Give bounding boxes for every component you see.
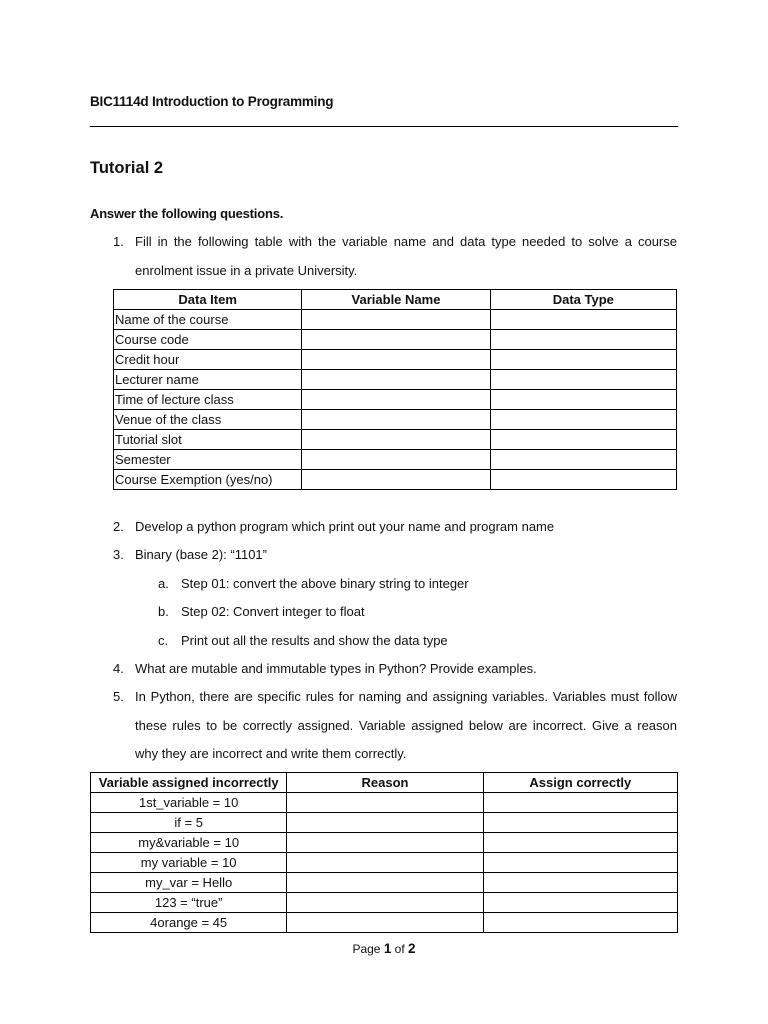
empty-answer-cell	[287, 853, 483, 873]
question-1	[113, 228, 677, 286]
empty-answer-cell	[287, 813, 483, 833]
table-row	[114, 430, 677, 450]
row-label: my&variable = 10	[91, 833, 287, 853]
table-row	[114, 350, 677, 370]
instructions: Answer the following questions.	[90, 206, 284, 221]
question-text: Fill in the following table with the variable name and data type needed to solve a course enrolment issue in a private University.	[135, 234, 677, 278]
table-row	[114, 470, 677, 490]
question-4	[113, 655, 677, 683]
table-row	[91, 793, 678, 813]
of-word: of	[394, 942, 405, 956]
empty-answer-cell	[287, 893, 483, 913]
empty-answer-cell	[490, 370, 676, 390]
empty-answer-cell	[302, 330, 490, 350]
row-label: 123 = “true”	[91, 893, 287, 913]
header-data-type: Data Type	[490, 290, 676, 310]
empty-answer-cell	[483, 793, 677, 813]
empty-answer-cell	[483, 873, 677, 893]
question-number: 1.	[113, 234, 124, 249]
header-assign-correctly: Assign correctly	[483, 773, 677, 793]
empty-answer-cell	[287, 793, 483, 813]
empty-answer-cell	[302, 430, 490, 450]
row-label: if = 5	[91, 813, 287, 833]
row-label: 4orange = 45	[91, 913, 287, 933]
empty-answer-cell	[302, 390, 490, 410]
table-row	[91, 813, 678, 833]
row-label: Time of lecture class	[114, 390, 302, 410]
row-label: Lecturer name	[114, 370, 302, 390]
row-label: Course code	[114, 330, 302, 350]
question-text: In Python, there are specific rules for naming and assigning variables. Variables must follow these rules to be correctly assigned. Variable assigned below are incorrect. Give a reason why they are incorrect and write them correctly.	[135, 689, 677, 761]
table-row	[114, 370, 677, 390]
sub-number: b.	[158, 604, 169, 619]
header-reason: Reason	[287, 773, 483, 793]
variable-assignment-table	[90, 772, 678, 933]
question-text: Binary (base 2): “1101”	[135, 547, 267, 562]
table-row	[91, 853, 678, 873]
question-3c	[158, 627, 658, 655]
empty-answer-cell	[490, 430, 676, 450]
question-number: 3.	[113, 547, 124, 562]
sub-text: Step 01: convert the above binary string to integer	[181, 576, 469, 591]
empty-answer-cell	[483, 833, 677, 853]
table-header-row	[91, 773, 678, 793]
question-3b	[158, 598, 658, 626]
page-title: Tutorial 2	[90, 159, 164, 177]
question-text: What are mutable and immutable types in Python? Provide examples.	[135, 661, 537, 676]
page-word: Page	[352, 942, 381, 956]
table-row	[91, 913, 678, 933]
question-2	[113, 513, 677, 541]
table-header-row	[114, 290, 677, 310]
question-text: Develop a python program which print out your name and program name	[135, 519, 555, 534]
empty-answer-cell	[490, 350, 676, 370]
empty-answer-cell	[302, 370, 490, 390]
course-header: BIC1114d Introduction to Programming	[90, 94, 334, 109]
empty-answer-cell	[302, 410, 490, 430]
table-row	[91, 833, 678, 853]
row-label: Name of the course	[114, 310, 302, 330]
question-5	[113, 683, 677, 769]
row-label: Course Exemption (yes/no)	[114, 470, 302, 490]
empty-answer-cell	[483, 813, 677, 833]
empty-answer-cell	[490, 470, 676, 490]
table-row	[91, 873, 678, 893]
table-row	[114, 310, 677, 330]
empty-answer-cell	[490, 450, 676, 470]
header-variable-name: Variable Name	[302, 290, 490, 310]
question-number: 4.	[113, 661, 124, 676]
table-row	[114, 450, 677, 470]
page-number: 1	[383, 941, 392, 956]
page-total: 2	[408, 941, 416, 956]
row-label: 1st_variable = 10	[91, 793, 287, 813]
empty-answer-cell	[490, 310, 676, 330]
empty-answer-cell	[483, 893, 677, 913]
header-variable-assigned-incorrectly: Variable assigned incorrectly	[91, 773, 287, 793]
row-label: Credit hour	[114, 350, 302, 370]
empty-answer-cell	[287, 873, 483, 893]
table-row	[114, 330, 677, 350]
empty-answer-cell	[490, 410, 676, 430]
row-label: Semester	[114, 450, 302, 470]
row-label: Tutorial slot	[114, 430, 302, 450]
question-number: 5.	[113, 689, 124, 704]
sub-text: Step 02: Convert integer to float	[181, 604, 365, 619]
empty-answer-cell	[287, 833, 483, 853]
empty-answer-cell	[302, 450, 490, 470]
empty-answer-cell	[302, 350, 490, 370]
empty-answer-cell	[490, 390, 676, 410]
sub-number: a.	[158, 576, 169, 591]
table-row	[91, 893, 678, 913]
empty-answer-cell	[483, 853, 677, 873]
row-label: my variable = 10	[91, 853, 287, 873]
table-row	[114, 410, 677, 430]
empty-answer-cell	[490, 330, 676, 350]
table-row	[114, 390, 677, 410]
page-footer	[0, 941, 768, 956]
empty-answer-cell	[302, 470, 490, 490]
row-label: Venue of the class	[114, 410, 302, 430]
header-rule	[90, 126, 678, 127]
row-label: my_var = Hello	[91, 873, 287, 893]
empty-answer-cell	[302, 310, 490, 330]
header-data-item: Data Item	[114, 290, 302, 310]
data-item-table	[113, 289, 677, 490]
question-3	[113, 541, 677, 569]
empty-answer-cell	[483, 913, 677, 933]
question-3a	[158, 570, 658, 598]
empty-answer-cell	[287, 913, 483, 933]
sub-text: Print out all the results and show the data type	[181, 633, 448, 648]
sub-number: c.	[158, 633, 169, 648]
question-number: 2.	[113, 519, 124, 534]
